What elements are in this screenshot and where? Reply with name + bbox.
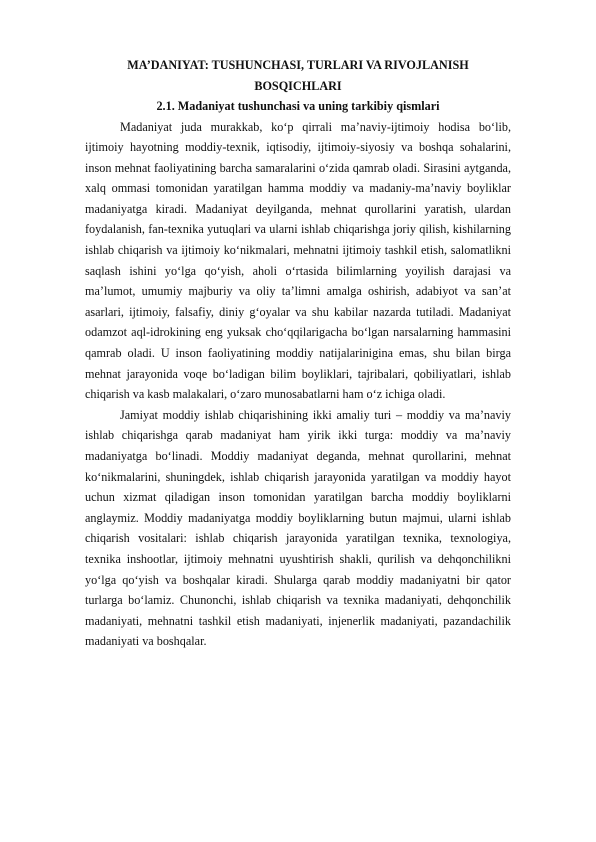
document-title-line-2: BOSQICHLARI	[254, 78, 342, 93]
section-heading: 2.1. Madaniyat tushunchasi va uning tarkibiy qismlari	[156, 99, 440, 113]
document-page	[85, 55, 511, 652]
body-paragraph-2: Jamiyat moddiy ishlab chiqarishining ikki amaliy turi – moddiy va ma’naviy ishlab chiqarishga qarab madaniyat ham yirik ikki turga: moddiy va ma’naviy madaniyatga bo‘linadi. Moddiy madaniyat deganda, mehnat qurollarini, mehnat ko‘nikmalarini, shuningdek, ishlab chiqarish jarayonida yaratilgan va moddiy hayot uchun xizmat qiladigan inson tomonidan yaratilgan barcha moddiy boyliklarni anglaymiz. Moddiy madaniyatga moddiy boyliklarning butun majmui, ularni ishlab chiqarish vositalari: ishlab chiqarish jarayonida yaratilgan texnika, texnologiya, texnika inshootlar, ijtimoiy mehnatni uyushtirish shakli, qurilish va dehqonchilikni yo‘lga qo‘yish va boshqalar kiradi. Shularga qarab moddiy madaniyatni bir qator turlarga bo‘lamiz. Chunonchi, ishlab chiqarish va texnika madaniyati, dehqonchilik madaniyati, mehnatni tashkil etish madaniyati, injenerlik madaniyati, pazandachilik madaniyati va boshqalar.	[85, 407, 511, 649]
body-paragraph-1: Madaniyat juda murakkab, ko‘p qirrali ma’naviy-ijtimoiy hodisa bo‘lib, ijtimoiy hayotning moddiy-texnik, iqtisodiy, ijtimoiy-siyosiy va boshqa sohalarini, inson mehnat faoliyatining barcha samaralarini o‘zida qamrab oladi. Sirasini aytganda, xalq ommasi tomonidan yaratilgan hamma moddiy va madaniy-ma’naviy boyliklar madaniyatga kiradi. Madaniyat deyilganda, mehnat qurollarini yaratish, ulardan foydalanish, fan-texnika yutuqlari va ularni ishlab chiqarishga joriy qilish, kishilarning ishlab chiqarish va ijtimoiy ko‘nikmalari, mehnatni ijtimoiy tashkil etish, salomatlikni saqlash ishini yo‘lga qo‘yish, aholi o‘rtasida bilimlarning yoyilish darajasi va ma’lumot, umumiy majburiy va oliy ta’limni amalga oshirish, adabiyot va san’at asarlari, ijtimoiy, falsafiy, diniy g‘oyalar va shu kabilar nazarda tutiladi. Madaniyat odamzot aql-idrokining eng yuksak cho‘qqilarigacha bo‘lgan narsalarning hammasini qamrab oladi. U inson faoliyatining moddiy natijalarinigina emas, shu bilan birga mehnat jarayonida voqe bo‘ladigan bilim boyliklari, tajribalari, qobiliyatlari, ishlab chiqarish va kasb malakalari, o‘zaro munosabatlarni ham o‘z ichiga oladi.	[85, 119, 511, 402]
document-title-line-1: MA’DANIYAT: TUSHUNCHASI, TURLARI VA RIVOJLANISH	[127, 58, 469, 72]
